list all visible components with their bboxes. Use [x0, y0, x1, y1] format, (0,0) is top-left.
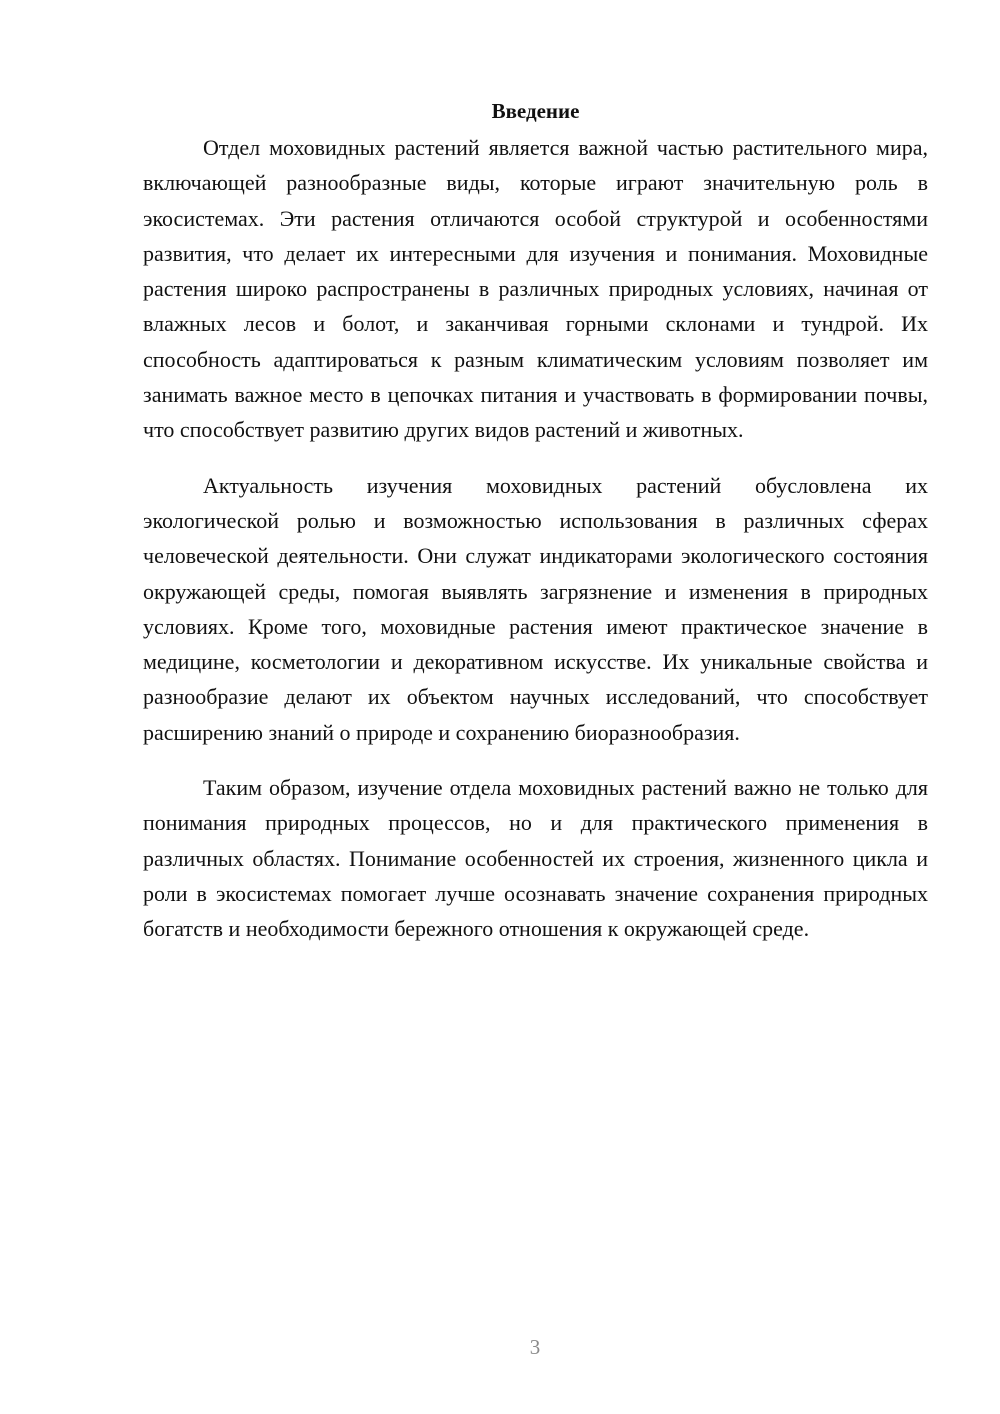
section-title: Введение — [491, 99, 580, 123]
page-number: 3 — [529, 1335, 541, 1359]
paragraph-relevance: Актуальность изучения моховидных растений обусловлена их экологической ролью и возможностью использования в различных сферах человеческой деятельности. Они служат индикаторами экологического состояния окружающей среды, помогая выявлять загрязнение и изменения в природных условиях. Кроме того, моховидные растения имеют практическое значение в медицине, косметологии и декоративном искусстве. Их уникальные свойства и разнообразие делают их объектом научных исследований, что способствует расширению знаний о природе и сохранению биоразнообразия. — [143, 472, 928, 745]
page-content — [143, 96, 928, 947]
paragraph-conclusion: Таким образом, изучение отдела моховидных растений важно не только для понимания природных процессов, но и для практического применения в различных областях. Понимание особенностей их строения, жизненного цикла и роли в экосистемах помогает лучше осознавать значение сохранения природных богатств и необходимости бережного отношения к окружающей среде. — [143, 775, 928, 942]
paragraph-intro: Отдел моховидных растений является важной частью растительного мира, включающей разнообразные виды, которые играют значительную роль в экосистемах. Эти растения отличаются особой структурой и особенностями развития, что делает их интересными для изучения и понимания. Моховидные растения широко распространены в различных природных условиях, начиная от влажных лесов и болот, и заканчивая горными склонами и тундрой. Их способность адаптироваться к разным климатическим условиям позволяет им занимать важное место в цепочках питания и участвовать в формировании почвы, что способствует развитию других видов растений и животных. — [143, 135, 928, 443]
